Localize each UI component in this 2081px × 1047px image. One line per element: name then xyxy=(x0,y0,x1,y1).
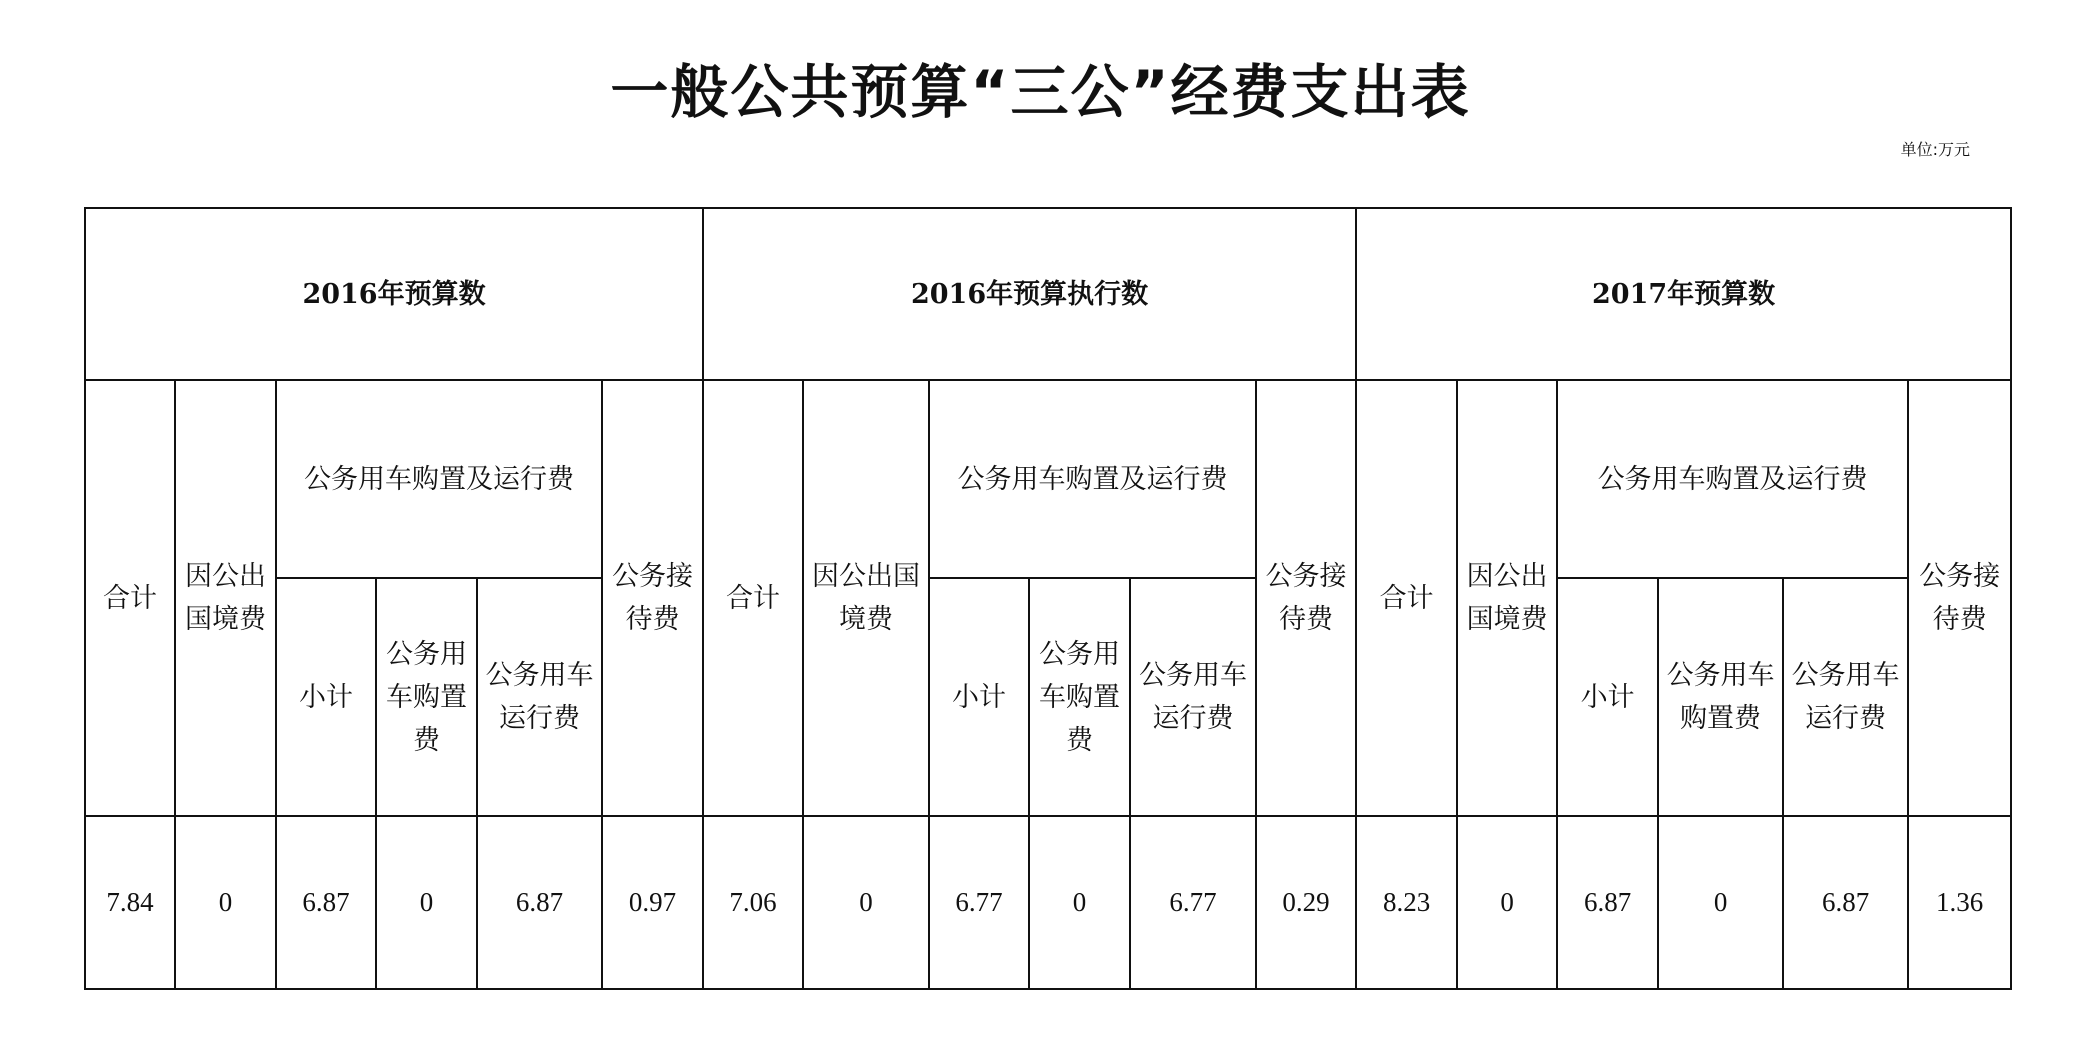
group-header-row xyxy=(85,208,2011,380)
value-reception: 0.29 xyxy=(1256,816,1356,989)
header-vehicle-operation: 公务用车运行费 xyxy=(1783,578,1908,816)
value-total: 7.84 xyxy=(85,816,175,989)
value-vehicle-purchase: 0 xyxy=(1029,816,1130,989)
value-vehicle-operation: 6.87 xyxy=(1783,816,1908,989)
header-subtotal: 小计 xyxy=(1557,578,1658,816)
header-subtotal: 小计 xyxy=(929,578,1029,816)
header-vehicle-purchase: 公务用车购置费 xyxy=(1029,578,1130,816)
header-reception: 公务接待费 xyxy=(1908,380,2011,816)
header-reception: 公务接待费 xyxy=(1256,380,1356,816)
three-public-expenses-table xyxy=(84,207,2012,990)
header-vehicle: 公务用车购置及运行费 xyxy=(1557,380,1908,578)
value-abroad: 0 xyxy=(175,816,276,989)
header-vehicle-purchase: 公务用车购置费 xyxy=(376,578,477,816)
header-reception: 公务接待费 xyxy=(602,380,703,816)
header-abroad: 因公出国境费 xyxy=(1457,380,1557,816)
column-header-row xyxy=(85,380,2011,578)
value-abroad: 0 xyxy=(803,816,929,989)
sub-header-row xyxy=(85,578,2011,816)
header-subtotal: 小计 xyxy=(276,578,376,816)
header-vehicle: 公务用车购置及运行费 xyxy=(929,380,1256,578)
value-subtotal: 6.87 xyxy=(1557,816,1658,989)
header-total: 合计 xyxy=(703,380,803,816)
group-header-2016-budget: 2016年预算数 xyxy=(85,208,703,380)
header-abroad: 因公出国境费 xyxy=(803,380,929,816)
value-reception: 0.97 xyxy=(602,816,703,989)
value-vehicle-operation: 6.77 xyxy=(1130,816,1256,989)
header-vehicle: 公务用车购置及运行费 xyxy=(276,380,602,578)
unit-label: 单位:万元 xyxy=(1900,140,1970,159)
header-total: 合计 xyxy=(85,380,175,816)
header-vehicle-purchase: 公务用车购置费 xyxy=(1658,578,1783,816)
table-row xyxy=(85,816,2011,989)
header-vehicle-operation: 公务用车运行费 xyxy=(477,578,602,816)
value-vehicle-purchase: 0 xyxy=(1658,816,1783,989)
value-total: 7.06 xyxy=(703,816,803,989)
value-reception: 1.36 xyxy=(1908,816,2011,989)
value-subtotal: 6.87 xyxy=(276,816,376,989)
group-header-2016-execution: 2016年预算执行数 xyxy=(703,208,1356,380)
value-subtotal: 6.77 xyxy=(929,816,1029,989)
header-total: 合计 xyxy=(1356,380,1457,816)
page-title: 一般公共预算“三公”经费支出表 xyxy=(610,58,1471,126)
header-vehicle-operation: 公务用车运行费 xyxy=(1130,578,1256,816)
header-abroad: 因公出国境费 xyxy=(175,380,276,816)
value-vehicle-purchase: 0 xyxy=(376,816,477,989)
value-total: 8.23 xyxy=(1356,816,1457,989)
value-vehicle-operation: 6.87 xyxy=(477,816,602,989)
group-header-2017-budget: 2017年预算数 xyxy=(1356,208,2011,380)
value-abroad: 0 xyxy=(1457,816,1557,989)
